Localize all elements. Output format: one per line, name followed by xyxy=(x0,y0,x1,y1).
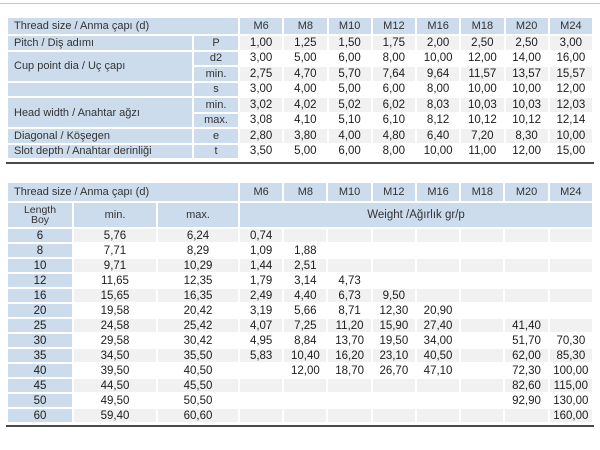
weight-value-cell xyxy=(328,229,370,242)
weight-row xyxy=(8,229,592,242)
weight-value-cell xyxy=(373,409,415,422)
weight-value-cell xyxy=(461,304,503,317)
spec-value-cell: 10,00 xyxy=(423,52,453,65)
max-length-cell: 45,50 xyxy=(158,379,238,392)
length-cell: 10 xyxy=(8,259,72,272)
spec-value-cell: 2,50 xyxy=(461,36,503,50)
weight-value-cell: 20,90 xyxy=(423,304,453,317)
spec-value-cell: 3,50 xyxy=(249,145,273,158)
weight-value-cell xyxy=(417,259,459,272)
weight-value-cell: 1,09 xyxy=(249,244,273,257)
spec-value-cell: 6,40 xyxy=(417,129,459,143)
length-cell: 30 xyxy=(8,334,72,347)
spec-row-symbol: max. xyxy=(194,114,238,128)
spec-value-cell: 7,64 xyxy=(373,67,415,81)
size-col-header-m18: M18 xyxy=(461,183,503,201)
spec-row-symbol: min. xyxy=(194,98,238,112)
weight-value-cell: 70,30 xyxy=(556,334,586,347)
spec-value-cell: 10,03 xyxy=(506,98,548,112)
weight-value-cell xyxy=(505,244,547,257)
length-col-header-en: Length xyxy=(23,203,57,216)
table-bottom-rule xyxy=(6,425,594,427)
weight-value-cell xyxy=(373,379,415,392)
weight-value-cell xyxy=(550,274,592,287)
weight-value-cell xyxy=(550,319,592,332)
min-length-cell: 49,50 xyxy=(100,394,130,407)
size-col-header-m8: M8 xyxy=(284,18,326,34)
spec-value-cell: 1,75 xyxy=(373,36,415,50)
weight-value-cell: 23,10 xyxy=(373,349,415,362)
weight-value-cell: 6,73 xyxy=(328,289,370,302)
weight-value-cell: 115,00 xyxy=(550,379,592,392)
min-length-cell: 9,71 xyxy=(74,259,156,272)
weight-value-cell xyxy=(550,244,592,257)
weight-value-cell xyxy=(373,244,415,257)
weight-value-cell xyxy=(373,394,415,407)
weight-value-cell: 100,00 xyxy=(553,364,589,377)
max-col-header: max. xyxy=(158,203,238,227)
weight-row xyxy=(8,364,592,377)
max-length-cell: 50,50 xyxy=(183,394,213,407)
weight-value-cell xyxy=(461,394,503,407)
thread-spec-table xyxy=(6,16,594,160)
weight-value-cell xyxy=(373,274,415,287)
weight-row xyxy=(8,274,592,287)
spec-value-cell: 3,08 xyxy=(249,114,273,127)
weight-value-cell xyxy=(328,379,370,392)
length-cell: 60 xyxy=(8,409,72,422)
weight-table xyxy=(6,181,594,424)
size-col-header-m10: M10 xyxy=(328,183,370,201)
weight-value-cell: 34,00 xyxy=(423,334,453,347)
min-length-cell: 44,50 xyxy=(74,379,156,392)
weight-value-cell xyxy=(417,409,459,422)
size-col-header-m8: M8 xyxy=(284,183,326,201)
weight-row xyxy=(8,379,592,392)
weight-value-cell: 13,70 xyxy=(335,334,364,347)
size-col-header-m16: M16 xyxy=(417,183,459,201)
min-length-cell: 59,40 xyxy=(74,409,156,422)
spec-row xyxy=(8,52,592,66)
weight-value-cell: 0,74 xyxy=(240,229,282,242)
size-col-header-m16: M16 xyxy=(417,18,459,34)
spec-value-cell: 4,70 xyxy=(284,67,326,81)
weight-value-cell xyxy=(328,409,370,422)
spec-value-cell: 10,03 xyxy=(461,98,503,112)
size-col-header-m18: M18 xyxy=(461,18,503,34)
weight-value-cell xyxy=(461,274,503,287)
spec-row-label: Head width / Anahtar ağzı xyxy=(8,98,192,127)
length-cell: 50 xyxy=(8,394,72,407)
spec-value-cell: 5,00 xyxy=(294,145,317,158)
spec-value-cell: 12,03 xyxy=(550,98,592,112)
weight-value-cell: 8,71 xyxy=(338,304,361,317)
spec-row-symbol: P xyxy=(194,36,238,50)
size-col-header-m6: M6 xyxy=(240,183,282,201)
spec-value-cell: 12,00 xyxy=(512,145,542,158)
spec-value-cell: 4,00 xyxy=(329,129,371,143)
length-cell: 40 xyxy=(8,364,72,377)
spec-value-cell: 4,80 xyxy=(373,129,415,143)
weight-row xyxy=(8,244,592,257)
spec-value-cell: 4,02 xyxy=(284,98,326,112)
weight-value-cell xyxy=(284,394,326,407)
weight-value-cell: 72,30 xyxy=(512,364,541,377)
spec-row xyxy=(8,98,592,112)
page-top-divider xyxy=(0,3,600,4)
size-col-header-m20: M20 xyxy=(506,18,548,34)
weight-value-cell xyxy=(284,409,326,422)
weight-value-cell: 5,66 xyxy=(294,304,317,317)
min-length-cell: 19,58 xyxy=(100,304,130,317)
spec-value-cell: 8,03 xyxy=(417,98,459,112)
weight-value-cell: 41,40 xyxy=(505,319,547,332)
weight-value-cell xyxy=(284,229,326,242)
spec-row-symbol: e xyxy=(194,129,238,143)
spec-value-cell: 6,00 xyxy=(338,52,361,65)
length-cell: 20 xyxy=(8,304,72,317)
weight-value-cell: 4,40 xyxy=(284,289,326,302)
weight-value-cell xyxy=(417,244,459,257)
weight-value-cell xyxy=(240,379,282,392)
max-length-cell: 40,50 xyxy=(183,364,213,377)
weight-value-cell xyxy=(417,274,459,287)
weight-row xyxy=(8,349,592,362)
weight-value-cell xyxy=(505,409,547,422)
length-cell: 12 xyxy=(8,274,72,287)
spec-value-cell: 1,25 xyxy=(284,36,326,50)
spec-value-cell: 12,00 xyxy=(467,52,497,65)
weight-value-cell: 130,00 xyxy=(553,394,589,407)
weight-value-cell xyxy=(461,289,503,302)
weight-value-cell: 1,88 xyxy=(294,244,317,257)
weight-value-cell: 40,50 xyxy=(417,349,459,362)
spec-value-cell: 13,57 xyxy=(506,67,548,81)
weight-value-cell xyxy=(373,259,415,272)
spec-row xyxy=(8,83,592,97)
size-col-header-m12: M12 xyxy=(373,183,415,201)
spec-value-cell: 16,00 xyxy=(556,52,586,65)
weight-value-cell xyxy=(284,379,326,392)
weight-value-cell xyxy=(550,289,592,302)
spec-row xyxy=(8,36,592,50)
max-length-cell: 6,24 xyxy=(158,229,238,242)
weight-value-cell: 3,14 xyxy=(294,274,317,287)
spec-value-cell: 10,12 xyxy=(467,114,497,127)
spec-value-cell: 2,75 xyxy=(240,67,282,81)
weight-row xyxy=(8,409,592,422)
spec-value-cell: 5,70 xyxy=(329,67,371,81)
spec-value-cell: 8,00 xyxy=(382,52,406,65)
max-length-cell: 12,35 xyxy=(183,274,213,287)
spec-value-cell: 3,02 xyxy=(240,98,282,112)
weight-value-cell: 27,40 xyxy=(417,319,459,332)
min-length-cell: 11,65 xyxy=(101,274,129,287)
weight-row xyxy=(8,304,592,317)
weight-value-cell xyxy=(240,409,282,422)
weight-value-cell xyxy=(328,244,370,257)
weight-header-row-columns xyxy=(8,203,592,227)
weight-value-cell: 4,95 xyxy=(249,334,273,347)
weight-value-cell: 5,83 xyxy=(240,349,282,362)
spec-value-cell: 11,00 xyxy=(468,145,497,158)
length-cell: 35 xyxy=(8,349,72,362)
weight-row xyxy=(8,259,592,272)
min-length-cell: 39,50 xyxy=(100,364,130,377)
spec-value-cell: 1,50 xyxy=(329,36,371,50)
weight-value-cell: 1,79 xyxy=(249,274,273,287)
weight-value-cell: 18,70 xyxy=(335,364,364,377)
spec-row-symbol: t xyxy=(194,145,238,159)
weight-value-cell xyxy=(461,349,503,362)
spec-value-cell: 15,57 xyxy=(550,67,592,81)
spec-row-symbol: min. xyxy=(194,67,238,81)
spec-value-cell: 5,02 xyxy=(329,98,371,112)
spec-row-symbol: d2 xyxy=(194,52,238,66)
weight-value-cell xyxy=(461,364,503,377)
min-length-cell: 34,50 xyxy=(74,349,156,362)
length-col-header-tr: Boy xyxy=(30,214,50,226)
spec-value-cell: 9,64 xyxy=(417,67,459,81)
length-cell: 45 xyxy=(8,379,72,392)
weight-value-cell: 1,44 xyxy=(240,259,282,272)
spec-row xyxy=(8,145,592,159)
spec-value-cell: 8,30 xyxy=(506,129,548,143)
weight-value-cell xyxy=(550,229,592,242)
spec-value-cell: 4,10 xyxy=(294,114,317,127)
size-col-header-m20: M20 xyxy=(505,183,547,201)
spec-value-cell: 3,00 xyxy=(249,83,273,96)
spec-value-cell: 10,00 xyxy=(550,129,592,143)
weight-value-cell xyxy=(461,319,503,332)
weight-row xyxy=(8,289,592,302)
max-length-cell: 8,29 xyxy=(186,244,210,257)
spec-value-cell: 5,00 xyxy=(294,52,317,65)
weight-value-cell xyxy=(417,229,459,242)
weight-value-cell: 9,50 xyxy=(373,289,415,302)
weight-value-cell: 11,20 xyxy=(328,319,370,332)
weight-value-cell: 12,30 xyxy=(379,304,409,317)
size-col-header-m6: M6 xyxy=(240,18,282,34)
min-length-cell: 5,76 xyxy=(74,229,156,242)
spec-value-cell: 15,00 xyxy=(556,145,586,158)
weight-value-cell: 62,00 xyxy=(505,349,547,362)
weight-value-cell xyxy=(505,259,547,272)
weight-group-header: Weight /Ağırlık gr/p xyxy=(240,203,592,227)
spec-value-cell: 10,00 xyxy=(467,83,497,96)
weight-value-cell: 8,84 xyxy=(294,334,317,347)
spec-row-label xyxy=(8,83,192,97)
length-cell: 8 xyxy=(8,244,72,257)
length-cell: 16 xyxy=(8,289,72,302)
spec-value-cell: 12,00 xyxy=(556,83,586,96)
size-col-header-m12: M12 xyxy=(373,18,415,34)
spec-value-cell: 3,00 xyxy=(550,36,592,50)
spec-row xyxy=(8,129,592,143)
weight-value-cell xyxy=(461,244,503,257)
weight-value-cell: 4,73 xyxy=(338,274,361,287)
spec-value-cell: 10,12 xyxy=(512,114,542,127)
weight-value-cell xyxy=(461,409,503,422)
max-length-cell: 10,29 xyxy=(158,259,238,272)
spec-value-cell: 7,20 xyxy=(461,129,503,143)
weight-value-cell: 4,07 xyxy=(240,319,282,332)
weight-value-cell xyxy=(417,289,459,302)
weight-value-cell: 10,40 xyxy=(284,349,326,362)
spec-row-label: Cup point dia / Uç çapı xyxy=(8,52,192,81)
max-length-cell: 16,35 xyxy=(158,289,238,302)
spec-value-cell: 6,10 xyxy=(382,114,406,127)
weight-value-cell: 12,00 xyxy=(290,364,320,377)
weight-value-cell xyxy=(550,304,592,317)
weight-value-cell xyxy=(328,394,370,407)
weight-value-cell xyxy=(240,364,282,377)
max-length-cell: 60,60 xyxy=(158,409,238,422)
weight-value-cell: 16,20 xyxy=(328,349,370,362)
weight-value-cell xyxy=(461,229,503,242)
spec-row-label: Pitch / Diş adımı xyxy=(8,36,192,50)
spec-value-cell: 10,00 xyxy=(512,83,542,96)
max-length-cell: 30,42 xyxy=(183,334,213,347)
weight-value-cell xyxy=(505,289,547,302)
weight-value-cell: 7,25 xyxy=(284,319,326,332)
spec-value-cell: 12,14 xyxy=(556,114,586,127)
weight-row xyxy=(8,394,592,407)
weight-header-row-sizes xyxy=(8,183,592,201)
spec-value-cell: 6,00 xyxy=(338,145,361,158)
spec-value-cell: 3,00 xyxy=(249,52,273,65)
spec-value-cell: 4,00 xyxy=(294,83,317,96)
weight-value-cell xyxy=(505,304,547,317)
spec-row-symbol: s xyxy=(194,83,238,97)
weight-value-cell: 2,51 xyxy=(284,259,326,272)
weight-value-cell xyxy=(417,379,459,392)
length-cell: 6 xyxy=(8,229,72,242)
weight-value-cell: 51,70 xyxy=(512,334,541,347)
weight-value-cell xyxy=(240,394,282,407)
spec-row-label: Slot depth / Anahtar derinliği xyxy=(8,145,192,159)
weight-value-cell: 26,70 xyxy=(379,364,409,377)
weight-value-cell: 19,50 xyxy=(379,334,409,347)
spec-value-cell: 6,02 xyxy=(373,98,415,112)
weight-value-cell xyxy=(505,274,547,287)
spec-value-cell: 5,00 xyxy=(338,83,361,96)
spec-value-cell: 14,00 xyxy=(512,52,542,65)
weight-value-cell: 92,90 xyxy=(512,394,541,407)
spec-value-cell: 5,10 xyxy=(338,114,361,127)
size-col-header-m24: M24 xyxy=(550,18,592,34)
weight-value-cell: 82,60 xyxy=(505,379,547,392)
spec-row-label: Diagonal / Köşegen xyxy=(8,129,192,143)
min-col-header: min. xyxy=(74,203,156,227)
weight-table-title: Thread size / Anma çapı (d) xyxy=(8,183,238,201)
weight-value-cell: 15,90 xyxy=(373,319,415,332)
weight-row xyxy=(8,319,592,332)
weight-value-cell xyxy=(328,259,370,272)
size-col-header-m24: M24 xyxy=(550,183,592,201)
weight-value-cell xyxy=(461,259,503,272)
min-length-cell: 24,58 xyxy=(74,319,156,332)
spec-header-row xyxy=(8,18,592,34)
spec-value-cell: 2,00 xyxy=(417,36,459,50)
spec-value-cell: 1,00 xyxy=(240,36,282,50)
weight-value-cell xyxy=(373,229,415,242)
spec-value-cell: 8,00 xyxy=(426,83,450,96)
spec-value-cell: 3,80 xyxy=(284,129,326,143)
spec-value-cell: 8,12 xyxy=(426,114,450,127)
spec-value-cell: 6,00 xyxy=(382,83,406,96)
spec-table-title: Thread size / Anma çapı (d) xyxy=(8,18,238,34)
length-col-header xyxy=(8,203,72,227)
weight-value-cell: 47,10 xyxy=(423,364,453,377)
table-bottom-rule xyxy=(6,162,594,164)
spec-value-cell: 2,80 xyxy=(240,129,282,143)
weight-value-cell: 160,00 xyxy=(550,409,592,422)
weight-value-cell xyxy=(505,229,547,242)
weight-value-cell xyxy=(550,259,592,272)
max-length-cell: 25,42 xyxy=(158,319,238,332)
weight-value-cell xyxy=(461,379,503,392)
min-length-cell: 29,58 xyxy=(100,334,130,347)
spec-value-cell: 8,00 xyxy=(382,145,406,158)
weight-value-cell: 3,19 xyxy=(249,304,273,317)
size-col-header-m10: M10 xyxy=(329,18,371,34)
spec-value-cell: 10,00 xyxy=(423,145,453,158)
max-length-cell: 20,42 xyxy=(183,304,213,317)
weight-value-cell xyxy=(461,334,503,347)
spec-value-cell: 11,57 xyxy=(461,67,503,81)
length-cell: 25 xyxy=(8,319,72,332)
weight-value-cell xyxy=(417,394,459,407)
min-length-cell: 15,65 xyxy=(74,289,156,302)
min-length-cell: 7,71 xyxy=(103,244,127,257)
max-length-cell: 35,50 xyxy=(158,349,238,362)
spec-value-cell: 2,50 xyxy=(506,36,548,50)
weight-row xyxy=(8,334,592,347)
weight-value-cell: 2,49 xyxy=(240,289,282,302)
weight-value-cell: 85,30 xyxy=(550,349,592,362)
